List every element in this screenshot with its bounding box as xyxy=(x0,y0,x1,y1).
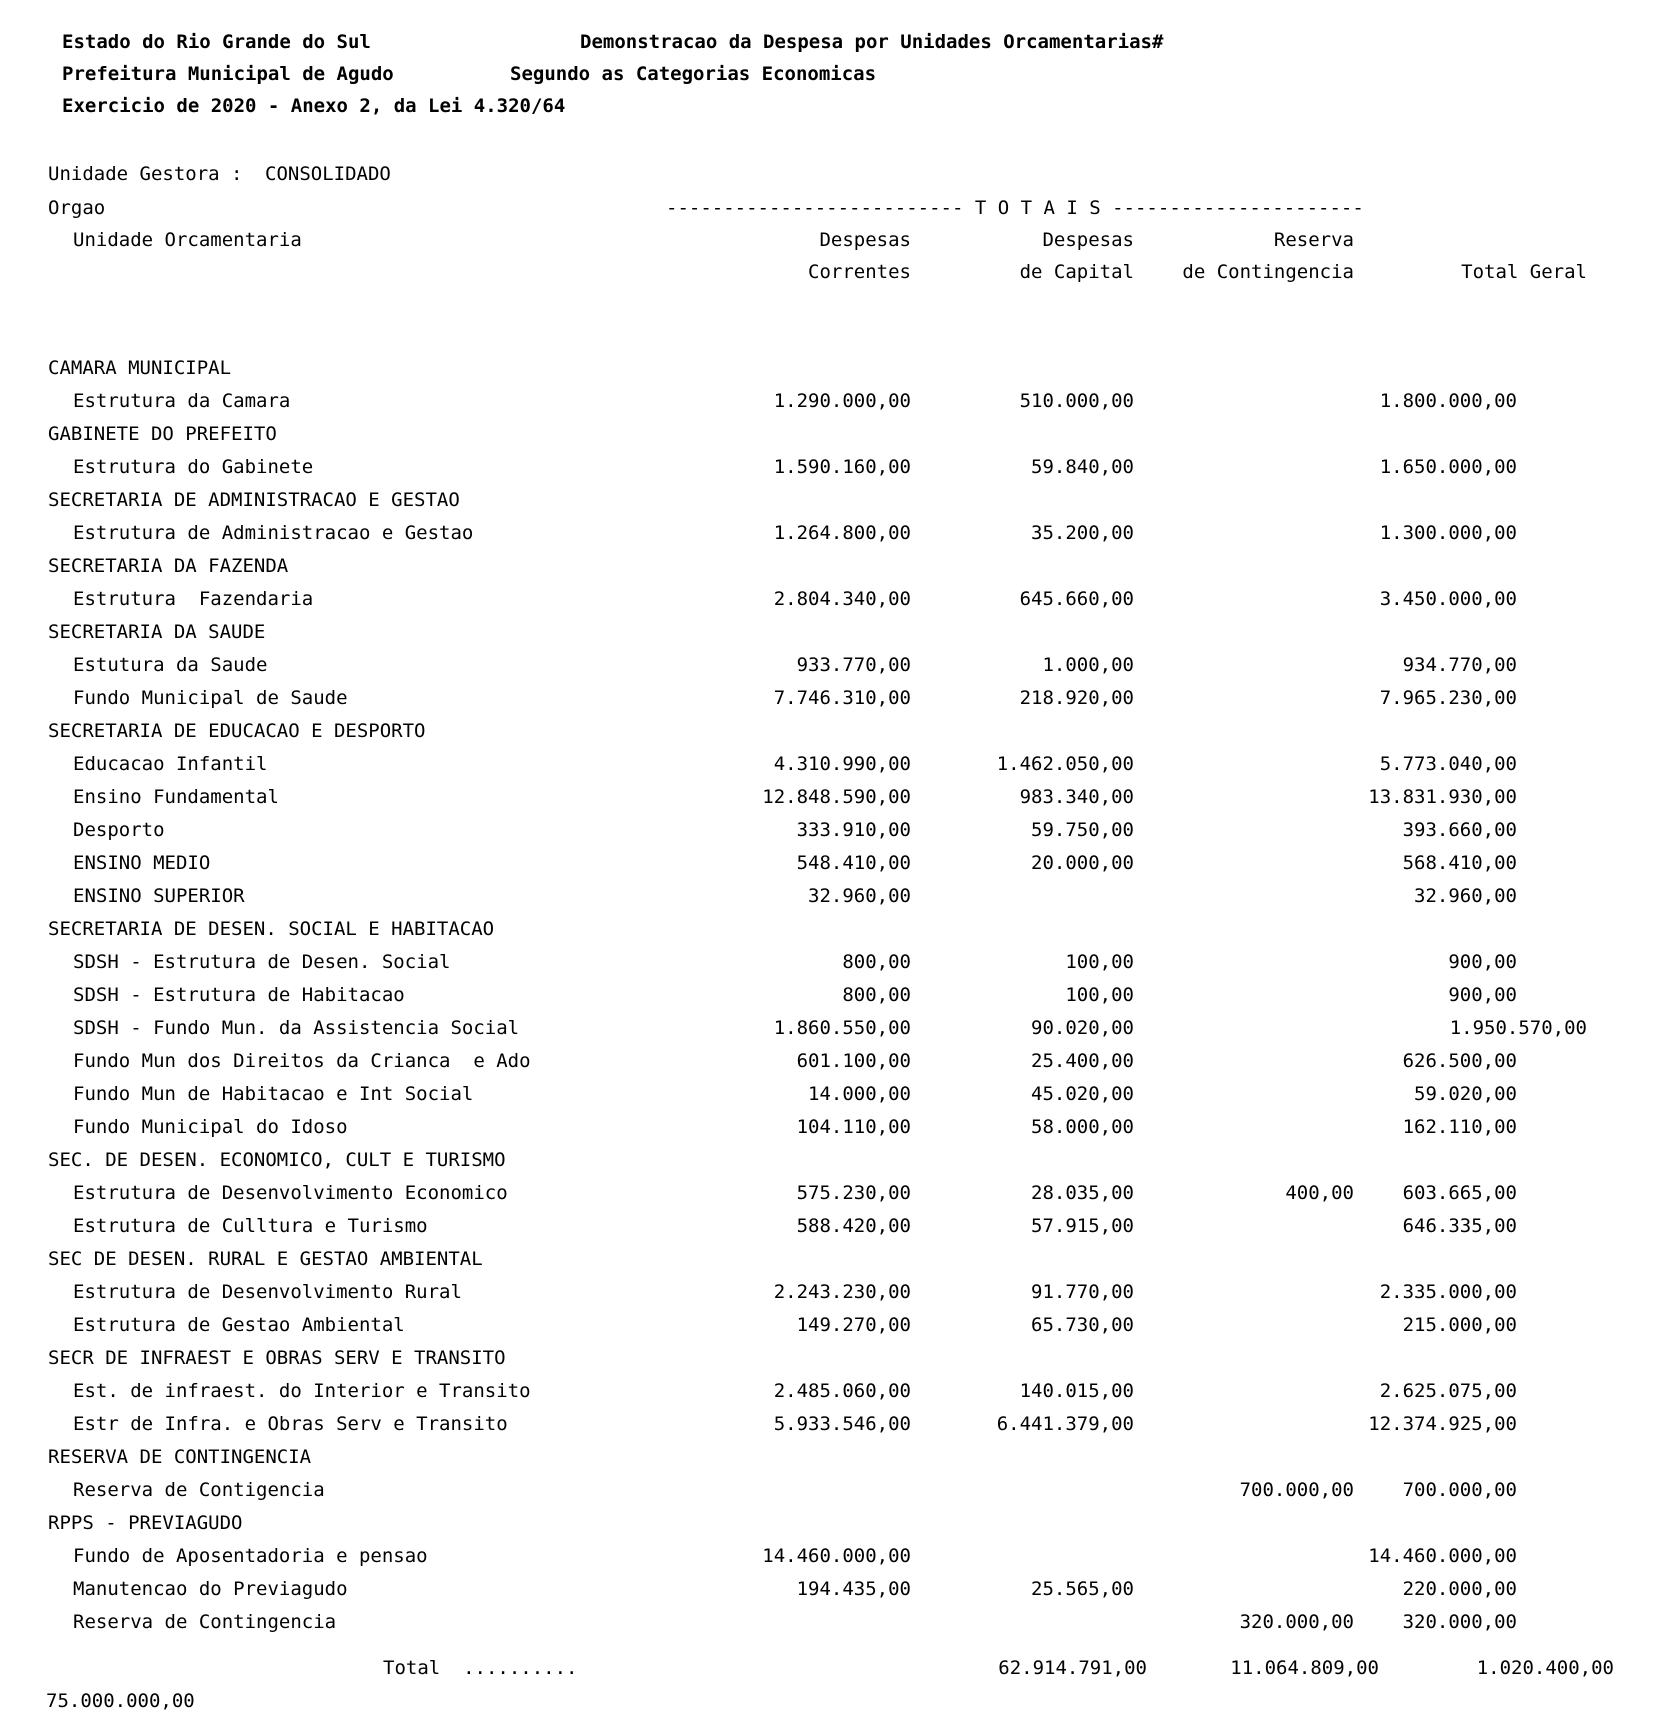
orgao-label: Orgao xyxy=(48,197,106,219)
reserva-contingencia-value: 320.000,00 xyxy=(1239,1611,1354,1633)
item-row-label: SDSH - Estrutura de Desen. Social xyxy=(73,951,451,973)
total-geral-value: 13.831.930,00 xyxy=(1368,786,1517,808)
col-header-despesas-capital-2: de Capital xyxy=(1019,261,1134,283)
despesas-correntes-value: 14.000,00 xyxy=(808,1083,911,1105)
col-header-reserva-1: Reserva xyxy=(1273,229,1354,251)
total-geral-value: 626.500,00 xyxy=(1402,1050,1517,1072)
total-geral-value: 900,00 xyxy=(1448,951,1517,973)
despesas-correntes-value: 32.960,00 xyxy=(808,885,911,907)
report-exercise-line: Exercicio de 2020 - Anexo 2, da Lei 4.320/64 xyxy=(62,95,566,117)
report-subtitle: Segundo as Categorias Economicas xyxy=(510,63,877,85)
despesas-correntes-value: 7.746.310,00 xyxy=(773,687,911,709)
despesas-capital-value: 100,00 xyxy=(1065,984,1134,1006)
despesas-capital-value: 59.840,00 xyxy=(1031,456,1134,478)
total-geral-value: 320.000,00 xyxy=(1402,1611,1517,1633)
despesas-capital-value: 25.565,00 xyxy=(1031,1578,1134,1600)
item-row-label: Fundo Municipal do Idoso xyxy=(73,1116,348,1138)
despesas-correntes-value: 2.804.340,00 xyxy=(773,588,911,610)
section-row-label: CAMARA MUNICIPAL xyxy=(48,357,232,379)
despesas-correntes-value: 1.290.000,00 xyxy=(773,390,911,412)
despesas-capital-value: 90.020,00 xyxy=(1031,1017,1134,1039)
item-row-label: SDSH - Estrutura de Habitacao xyxy=(73,984,405,1006)
total-geral-value: 646.335,00 xyxy=(1402,1215,1517,1237)
despesas-correntes-value: 194.435,00 xyxy=(796,1578,911,1600)
despesas-capital-value: 65.730,00 xyxy=(1031,1314,1134,1336)
total-geral-value: 59.020,00 xyxy=(1414,1083,1517,1105)
despesas-correntes-value: 800,00 xyxy=(842,951,911,973)
report-title: Demonstracao da Despesa por Unidades Orcamentarias# xyxy=(580,31,1164,53)
total-reserva-contingencia: 1.020.400,00 xyxy=(1476,1657,1614,1679)
section-row-label: SEC DE DESEN. RURAL E GESTAO AMBIENTAL xyxy=(48,1248,483,1270)
section-row-label: SECRETARIA DA FAZENDA xyxy=(48,555,289,577)
despesas-capital-value: 510.000,00 xyxy=(1019,390,1134,412)
unidade-orcamentaria-label: Unidade Orcamentaria xyxy=(73,229,302,251)
item-row-label: Manutencao do Previagudo xyxy=(73,1578,348,1600)
item-row-label: Fundo de Aposentadoria e pensao xyxy=(73,1545,428,1567)
item-row-label: Ensino Fundamental xyxy=(73,786,279,808)
despesas-correntes-value: 601.100,00 xyxy=(796,1050,911,1072)
item-row-label: Est. de infraest. do Interior e Transito xyxy=(73,1380,531,1402)
item-row-label: Reserva de Contigencia xyxy=(73,1479,325,1501)
col-header-despesas-capital-1: Despesas xyxy=(1042,229,1134,251)
despesas-capital-value: 20.000,00 xyxy=(1031,852,1134,874)
total-geral-value: 1.300.000,00 xyxy=(1379,522,1517,544)
total-geral-value: 5.773.040,00 xyxy=(1379,753,1517,775)
total-geral-value: 3.450.000,00 xyxy=(1379,588,1517,610)
item-row-label: Fundo Mun dos Direitos da Crianca e Ado xyxy=(73,1050,531,1072)
total-geral-value: 162.110,00 xyxy=(1402,1116,1517,1138)
despesas-capital-value: 645.660,00 xyxy=(1019,588,1134,610)
item-row-label: Desporto xyxy=(73,819,165,841)
total-geral-value: 568.410,00 xyxy=(1402,852,1517,874)
total-geral-value: 2.335.000,00 xyxy=(1379,1281,1517,1303)
despesas-correntes-value: 333.910,00 xyxy=(796,819,911,841)
report-state-name: Estado do Rio Grande do Sul xyxy=(62,31,371,53)
total-geral-value: 220.000,00 xyxy=(1402,1578,1517,1600)
section-row-label: GABINETE DO PREFEITO xyxy=(48,423,277,445)
col-header-reserva-2: de Contingencia xyxy=(1182,261,1354,283)
item-row-label: Estrutura de Desenvolvimento Rural xyxy=(73,1281,462,1303)
despesas-correntes-value: 149.270,00 xyxy=(796,1314,911,1336)
total-geral-value: 2.625.075,00 xyxy=(1379,1380,1517,1402)
section-row-label: SEC. DE DESEN. ECONOMICO, CULT E TURISMO xyxy=(48,1149,506,1171)
item-row-label: ENSINO SUPERIOR xyxy=(73,885,245,907)
despesas-correntes-value: 1.860.550,00 xyxy=(773,1017,911,1039)
total-geral-value: 14.460.000,00 xyxy=(1368,1545,1517,1567)
despesas-correntes-value: 933.770,00 xyxy=(796,654,911,676)
total-geral-value: 1.800.000,00 xyxy=(1379,390,1517,412)
despesas-correntes-value: 588.420,00 xyxy=(796,1215,911,1237)
item-row-label: Estrutura de Desenvolvimento Economico xyxy=(73,1182,508,1204)
total-geral-value: 1.650.000,00 xyxy=(1379,456,1517,478)
section-row-label: SECRETARIA DA SAUDE xyxy=(48,621,266,643)
despesas-correntes-value: 5.933.546,00 xyxy=(773,1413,911,1435)
despesas-capital-value: 983.340,00 xyxy=(1019,786,1134,808)
despesas-correntes-value: 4.310.990,00 xyxy=(773,753,911,775)
total-geral-value: 700.000,00 xyxy=(1402,1479,1517,1501)
despesas-capital-value: 45.020,00 xyxy=(1031,1083,1134,1105)
total-row-label: Total .......... xyxy=(383,1657,578,1679)
item-row-label: Educacao Infantil xyxy=(73,753,268,775)
despesas-capital-value: 59.750,00 xyxy=(1031,819,1134,841)
despesas-capital-value: 1.000,00 xyxy=(1042,654,1134,676)
section-row-label: SECRETARIA DE DESEN. SOCIAL E HABITACAO xyxy=(48,918,495,940)
despesas-correntes-value: 548.410,00 xyxy=(796,852,911,874)
section-row-label: SECRETARIA DE ADMINISTRACAO E GESTAO xyxy=(48,489,460,511)
col-header-despesas-correntes-2: Correntes xyxy=(808,261,911,283)
total-geral-value: 393.660,00 xyxy=(1402,819,1517,841)
reserva-contingencia-value: 400,00 xyxy=(1285,1182,1354,1204)
total-geral-value: 12.374.925,00 xyxy=(1368,1413,1517,1435)
despesas-capital-value: 6.441.379,00 xyxy=(996,1413,1134,1435)
item-row-label: ENSINO MEDIO xyxy=(73,852,211,874)
item-row-label: Reserva de Contingencia xyxy=(73,1611,337,1633)
section-row-label: SECRETARIA DE EDUCACAO E DESPORTO xyxy=(48,720,426,742)
item-row-label: Fundo Mun de Habitacao e Int Social xyxy=(73,1083,474,1105)
item-row-label: Estrutura de Culltura e Turismo xyxy=(73,1215,428,1237)
item-row-label: Estr de Infra. e Obras Serv e Transito xyxy=(73,1413,508,1435)
despesas-correntes-value: 2.243.230,00 xyxy=(773,1281,911,1303)
col-header-despesas-correntes-1: Despesas xyxy=(819,229,911,251)
totais-banner: -------------------------- T O T A I S ---------------------- xyxy=(666,197,1364,219)
col-header-total-geral: Total Geral xyxy=(1461,261,1587,283)
despesas-capital-value: 100,00 xyxy=(1065,951,1134,973)
item-row-label: Estutura da Saude xyxy=(73,654,268,676)
despesas-correntes-value: 104.110,00 xyxy=(796,1116,911,1138)
unidade-gestora-value: CONSOLIDADO xyxy=(265,163,391,185)
unidade-gestora-label: Unidade Gestora : xyxy=(48,163,243,185)
despesas-capital-value: 1.462.050,00 xyxy=(996,753,1134,775)
despesas-correntes-value: 1.264.800,00 xyxy=(773,522,911,544)
section-row-label: RESERVA DE CONTINGENCIA xyxy=(48,1446,312,1468)
total-geral-value: 603.665,00 xyxy=(1402,1182,1517,1204)
despesas-capital-value: 35.200,00 xyxy=(1031,522,1134,544)
item-row-label: Fundo Municipal de Saude xyxy=(73,687,348,709)
despesas-correntes-value: 14.460.000,00 xyxy=(762,1545,911,1567)
despesas-correntes-value: 800,00 xyxy=(842,984,911,1006)
report-entity-name: Prefeitura Municipal de Agudo xyxy=(62,63,394,85)
despesas-capital-value: 58.000,00 xyxy=(1031,1116,1134,1138)
item-row-label: Estrutura Fazendaria xyxy=(73,588,314,610)
section-row-label: SECR DE INFRAEST E OBRAS SERV E TRANSITO xyxy=(48,1347,506,1369)
item-row-label: Estrutura de Administracao e Gestao xyxy=(73,522,474,544)
despesas-capital-value: 25.400,00 xyxy=(1031,1050,1134,1072)
total-geral-value: 7.965.230,00 xyxy=(1379,687,1517,709)
total-geral-value: 32.960,00 xyxy=(1414,885,1517,907)
total-geral-value: 900,00 xyxy=(1448,984,1517,1006)
despesas-correntes-value: 12.848.590,00 xyxy=(762,786,911,808)
item-row-label: SDSH - Fundo Mun. da Assistencia Social xyxy=(73,1017,520,1039)
total-geral-value: 934.770,00 xyxy=(1402,654,1517,676)
despesas-capital-value: 91.770,00 xyxy=(1031,1281,1134,1303)
reserva-contingencia-value: 700.000,00 xyxy=(1239,1479,1354,1501)
despesas-correntes-value: 575.230,00 xyxy=(796,1182,911,1204)
section-row-label: RPPS - PREVIAGUDO xyxy=(48,1512,243,1534)
despesas-capital-value: 57.915,00 xyxy=(1031,1215,1134,1237)
total-geral-wrapped-value: 75.000.000,00 xyxy=(46,1690,195,1712)
despesas-capital-value: 218.920,00 xyxy=(1019,687,1134,709)
total-geral-value: 1.950.570,00 xyxy=(1449,1017,1587,1039)
despesas-capital-value: 140.015,00 xyxy=(1019,1380,1134,1402)
despesas-correntes-value: 1.590.160,00 xyxy=(773,456,911,478)
despesas-correntes-value: 2.485.060,00 xyxy=(773,1380,911,1402)
item-row-label: Estrutura de Gestao Ambiental xyxy=(73,1314,405,1336)
total-despesas-correntes: 62.914.791,00 xyxy=(998,1657,1147,1679)
item-row-label: Estrutura da Camara xyxy=(73,390,291,412)
total-despesas-capital: 11.064.809,00 xyxy=(1230,1657,1379,1679)
total-geral-value: 215.000,00 xyxy=(1402,1314,1517,1336)
despesas-capital-value: 28.035,00 xyxy=(1031,1182,1134,1204)
item-row-label: Estrutura do Gabinete xyxy=(73,456,314,478)
